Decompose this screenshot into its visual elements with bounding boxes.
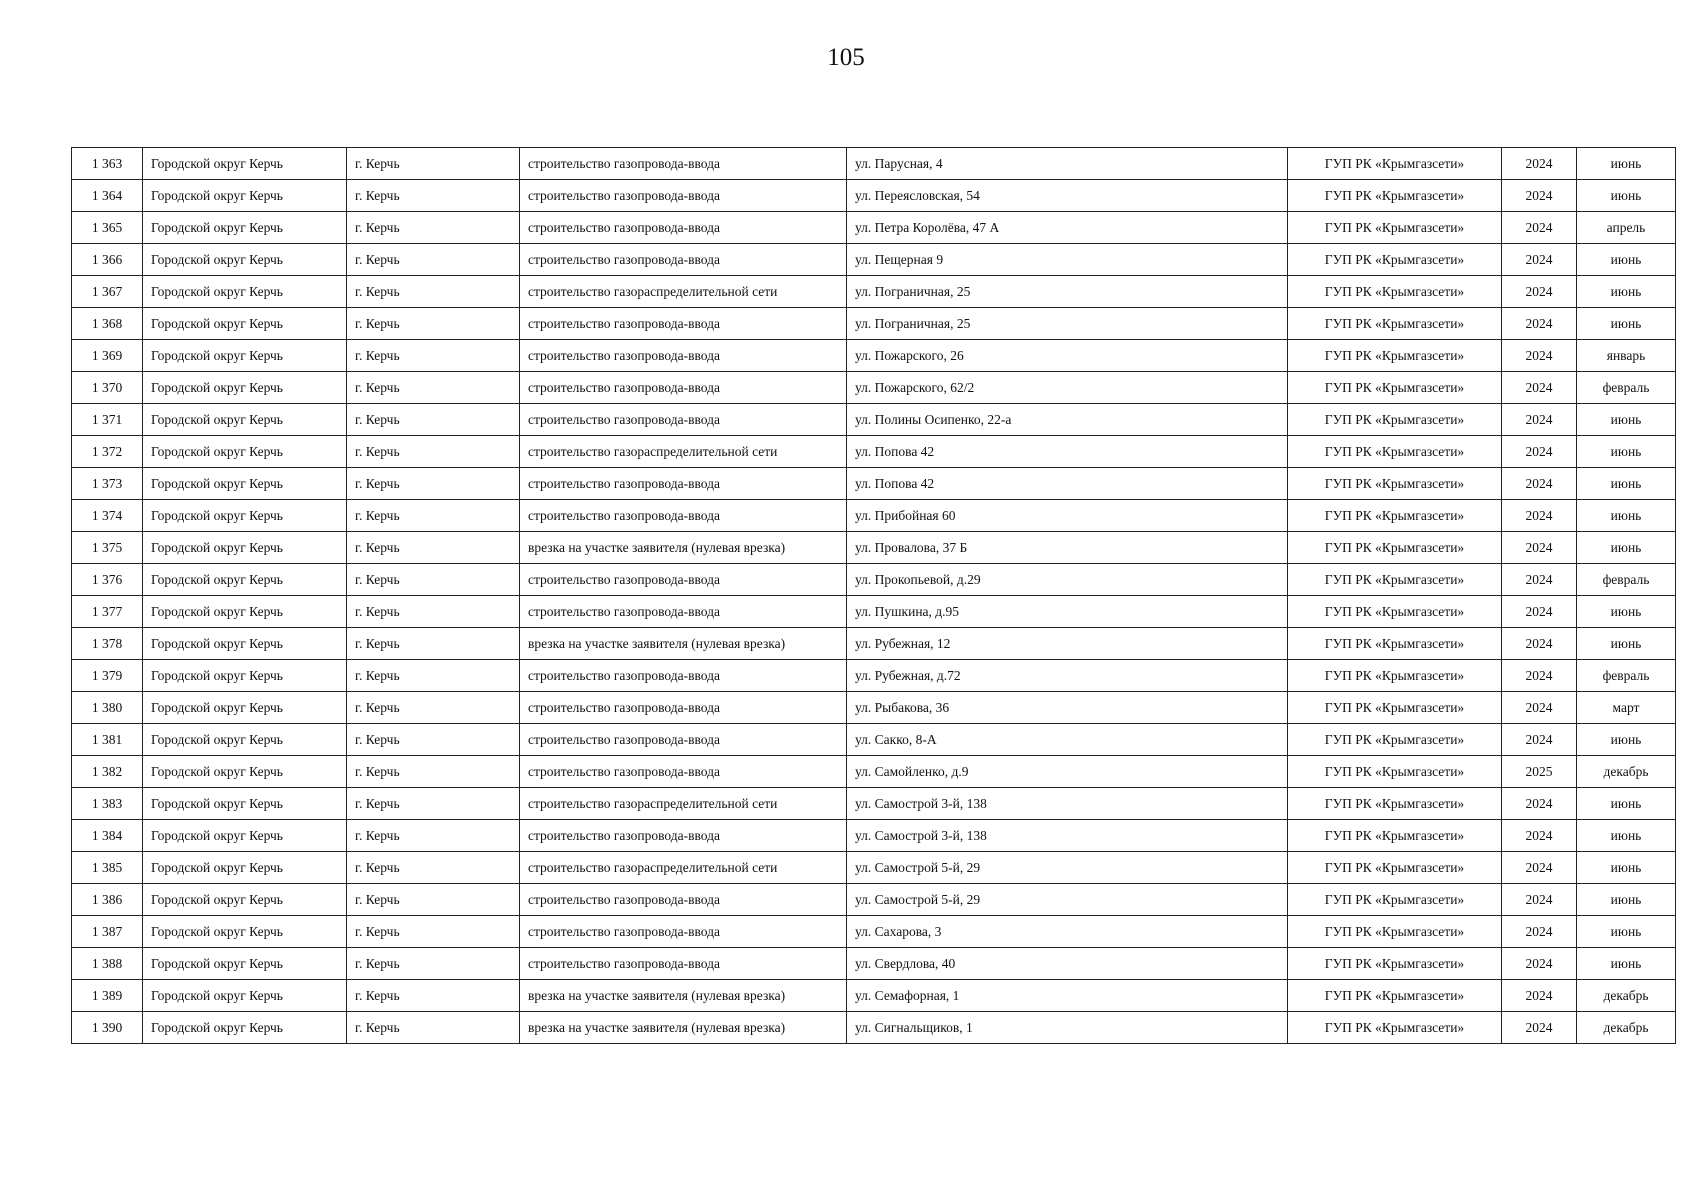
organization-cell: ГУП РК «Крымгазсети» <box>1288 1012 1502 1044</box>
district-cell: Городской округ Керчь <box>143 692 347 724</box>
address-cell: ул. Пограничная, 25 <box>847 276 1288 308</box>
work-type-cell: строительство газопровода-ввода <box>520 404 847 436</box>
table-row <box>72 724 1676 756</box>
year-cell: 2024 <box>1502 148 1577 180</box>
year-cell: 2024 <box>1502 404 1577 436</box>
work-type-cell: строительство газопровода-ввода <box>520 756 847 788</box>
organization-cell: ГУП РК «Крымгазсети» <box>1288 820 1502 852</box>
work-type-cell: строительство газопровода-ввода <box>520 308 847 340</box>
table-row <box>72 276 1676 308</box>
address-cell: ул. Переясловская, 54 <box>847 180 1288 212</box>
district-cell: Городской округ Керчь <box>143 948 347 980</box>
year-cell: 2024 <box>1502 308 1577 340</box>
organization-cell: ГУП РК «Крымгазсети» <box>1288 244 1502 276</box>
work-type-cell: строительство газопровода-ввода <box>520 244 847 276</box>
organization-cell: ГУП РК «Крымгазсети» <box>1288 308 1502 340</box>
address-cell: ул. Пожарского, 62/2 <box>847 372 1288 404</box>
work-type-cell: строительство газопровода-ввода <box>520 212 847 244</box>
year-cell: 2024 <box>1502 660 1577 692</box>
district-cell: Городской округ Керчь <box>143 1012 347 1044</box>
address-cell: ул. Прибойная 60 <box>847 500 1288 532</box>
row-number: 1 376 <box>72 564 143 596</box>
address-cell: ул. Провалова, 37 Б <box>847 532 1288 564</box>
organization-cell: ГУП РК «Крымгазсети» <box>1288 884 1502 916</box>
work-type-cell: строительство газопровода-ввода <box>520 500 847 532</box>
table-row <box>72 180 1676 212</box>
district-cell: Городской округ Керчь <box>143 340 347 372</box>
organization-cell: ГУП РК «Крымгазсети» <box>1288 564 1502 596</box>
district-cell: Городской округ Керчь <box>143 532 347 564</box>
district-cell: Городской округ Керчь <box>143 148 347 180</box>
city-cell: г. Керчь <box>347 724 520 756</box>
city-cell: г. Керчь <box>347 692 520 724</box>
address-cell: ул. Самойленко, д.9 <box>847 756 1288 788</box>
month-cell: июнь <box>1577 436 1676 468</box>
gasification-table <box>71 147 1676 1044</box>
organization-cell: ГУП РК «Крымгазсети» <box>1288 148 1502 180</box>
row-number: 1 377 <box>72 596 143 628</box>
row-number: 1 365 <box>72 212 143 244</box>
year-cell: 2024 <box>1502 596 1577 628</box>
table-row <box>72 372 1676 404</box>
address-cell: ул. Самострой 3-й, 138 <box>847 820 1288 852</box>
month-cell: февраль <box>1577 660 1676 692</box>
row-number: 1 390 <box>72 1012 143 1044</box>
row-number: 1 389 <box>72 980 143 1012</box>
row-number: 1 386 <box>72 884 143 916</box>
district-cell: Городской округ Керчь <box>143 404 347 436</box>
year-cell: 2024 <box>1502 1012 1577 1044</box>
district-cell: Городской округ Керчь <box>143 276 347 308</box>
year-cell: 2024 <box>1502 340 1577 372</box>
year-cell: 2024 <box>1502 372 1577 404</box>
district-cell: Городской округ Керчь <box>143 468 347 500</box>
district-cell: Городской округ Керчь <box>143 884 347 916</box>
organization-cell: ГУП РК «Крымгазсети» <box>1288 404 1502 436</box>
city-cell: г. Керчь <box>347 468 520 500</box>
city-cell: г. Керчь <box>347 884 520 916</box>
city-cell: г. Керчь <box>347 852 520 884</box>
address-cell: ул. Семафорная, 1 <box>847 980 1288 1012</box>
address-cell: ул. Сигнальщиков, 1 <box>847 1012 1288 1044</box>
row-number: 1 375 <box>72 532 143 564</box>
city-cell: г. Керчь <box>347 564 520 596</box>
organization-cell: ГУП РК «Крымгазсети» <box>1288 788 1502 820</box>
year-cell: 2024 <box>1502 820 1577 852</box>
city-cell: г. Керчь <box>347 820 520 852</box>
table-row <box>72 340 1676 372</box>
month-cell: июнь <box>1577 468 1676 500</box>
year-cell: 2024 <box>1502 788 1577 820</box>
row-number: 1 378 <box>72 628 143 660</box>
row-number: 1 385 <box>72 852 143 884</box>
district-cell: Городской округ Керчь <box>143 596 347 628</box>
work-type-cell: строительство газопровода-ввода <box>520 564 847 596</box>
district-cell: Городской округ Керчь <box>143 756 347 788</box>
row-number: 1 371 <box>72 404 143 436</box>
organization-cell: ГУП РК «Крымгазсети» <box>1288 180 1502 212</box>
address-cell: ул. Прокопьевой, д.29 <box>847 564 1288 596</box>
work-type-cell: врезка на участке заявителя (нулевая врезка) <box>520 532 847 564</box>
district-cell: Городской округ Керчь <box>143 724 347 756</box>
month-cell: март <box>1577 692 1676 724</box>
month-cell: февраль <box>1577 564 1676 596</box>
month-cell: июнь <box>1577 916 1676 948</box>
row-number: 1 387 <box>72 916 143 948</box>
row-number: 1 388 <box>72 948 143 980</box>
work-type-cell: строительство газораспределительной сети <box>520 852 847 884</box>
address-cell: ул. Самострой 3-й, 138 <box>847 788 1288 820</box>
table-row <box>72 820 1676 852</box>
city-cell: г. Керчь <box>347 404 520 436</box>
year-cell: 2024 <box>1502 532 1577 564</box>
month-cell: июнь <box>1577 724 1676 756</box>
work-type-cell: строительство газопровода-ввода <box>520 372 847 404</box>
work-type-cell: строительство газопровода-ввода <box>520 820 847 852</box>
city-cell: г. Керчь <box>347 660 520 692</box>
month-cell: июнь <box>1577 884 1676 916</box>
work-type-cell: строительство газопровода-ввода <box>520 660 847 692</box>
district-cell: Городской округ Керчь <box>143 564 347 596</box>
city-cell: г. Керчь <box>347 532 520 564</box>
district-cell: Городской округ Керчь <box>143 372 347 404</box>
district-cell: Городской округ Керчь <box>143 244 347 276</box>
table-row <box>72 980 1676 1012</box>
month-cell: июнь <box>1577 404 1676 436</box>
table-row <box>72 884 1676 916</box>
organization-cell: ГУП РК «Крымгазсети» <box>1288 532 1502 564</box>
row-number: 1 369 <box>72 340 143 372</box>
address-cell: ул. Свердлова, 40 <box>847 948 1288 980</box>
month-cell: апрель <box>1577 212 1676 244</box>
work-type-cell: строительство газопровода-ввода <box>520 916 847 948</box>
district-cell: Городской округ Керчь <box>143 980 347 1012</box>
row-number: 1 368 <box>72 308 143 340</box>
month-cell: июнь <box>1577 948 1676 980</box>
organization-cell: ГУП РК «Крымгазсети» <box>1288 916 1502 948</box>
row-number: 1 383 <box>72 788 143 820</box>
address-cell: ул. Сакко, 8-А <box>847 724 1288 756</box>
address-cell: ул. Рубежная, д.72 <box>847 660 1288 692</box>
address-cell: ул. Полины Осипенко, 22-а <box>847 404 1288 436</box>
month-cell: июнь <box>1577 500 1676 532</box>
month-cell: июнь <box>1577 532 1676 564</box>
year-cell: 2024 <box>1502 180 1577 212</box>
year-cell: 2024 <box>1502 916 1577 948</box>
district-cell: Городской округ Керчь <box>143 916 347 948</box>
work-type-cell: строительство газопровода-ввода <box>520 340 847 372</box>
year-cell: 2024 <box>1502 980 1577 1012</box>
organization-cell: ГУП РК «Крымгазсети» <box>1288 660 1502 692</box>
address-cell: ул. Петра Королёва, 47 А <box>847 212 1288 244</box>
city-cell: г. Керчь <box>347 628 520 660</box>
year-cell: 2024 <box>1502 212 1577 244</box>
work-type-cell: строительство газопровода-ввода <box>520 692 847 724</box>
organization-cell: ГУП РК «Крымгазсети» <box>1288 756 1502 788</box>
table-row <box>72 244 1676 276</box>
month-cell: июнь <box>1577 244 1676 276</box>
year-cell: 2024 <box>1502 564 1577 596</box>
work-type-cell: строительство газораспределительной сети <box>520 276 847 308</box>
organization-cell: ГУП РК «Крымгазсети» <box>1288 948 1502 980</box>
district-cell: Городской округ Керчь <box>143 436 347 468</box>
district-cell: Городской округ Керчь <box>143 180 347 212</box>
month-cell: июнь <box>1577 148 1676 180</box>
month-cell: декабрь <box>1577 980 1676 1012</box>
organization-cell: ГУП РК «Крымгазсети» <box>1288 468 1502 500</box>
month-cell: июнь <box>1577 596 1676 628</box>
table-body <box>72 148 1676 1044</box>
table-row <box>72 404 1676 436</box>
year-cell: 2024 <box>1502 628 1577 660</box>
work-type-cell: строительство газораспределительной сети <box>520 436 847 468</box>
table-row <box>72 436 1676 468</box>
table-row <box>72 852 1676 884</box>
month-cell: июнь <box>1577 276 1676 308</box>
year-cell: 2024 <box>1502 852 1577 884</box>
year-cell: 2024 <box>1502 500 1577 532</box>
address-cell: ул. Пожарского, 26 <box>847 340 1288 372</box>
year-cell: 2024 <box>1502 692 1577 724</box>
row-number: 1 373 <box>72 468 143 500</box>
address-cell: ул. Пограничная, 25 <box>847 308 1288 340</box>
work-type-cell: строительство газопровода-ввода <box>520 884 847 916</box>
month-cell: январь <box>1577 340 1676 372</box>
district-cell: Городской округ Керчь <box>143 308 347 340</box>
month-cell: июнь <box>1577 628 1676 660</box>
organization-cell: ГУП РК «Крымгазсети» <box>1288 980 1502 1012</box>
address-cell: ул. Пещерная 9 <box>847 244 1288 276</box>
city-cell: г. Керчь <box>347 372 520 404</box>
table-row <box>72 692 1676 724</box>
year-cell: 2024 <box>1502 948 1577 980</box>
organization-cell: ГУП РК «Крымгазсети» <box>1288 212 1502 244</box>
month-cell: февраль <box>1577 372 1676 404</box>
year-cell: 2024 <box>1502 244 1577 276</box>
table-row <box>72 660 1676 692</box>
month-cell: июнь <box>1577 180 1676 212</box>
address-cell: ул. Рыбакова, 36 <box>847 692 1288 724</box>
address-cell: ул. Сахарова, 3 <box>847 916 1288 948</box>
organization-cell: ГУП РК «Крымгазсети» <box>1288 852 1502 884</box>
row-number: 1 379 <box>72 660 143 692</box>
organization-cell: ГУП РК «Крымгазсети» <box>1288 340 1502 372</box>
work-type-cell: врезка на участке заявителя (нулевая врезка) <box>520 1012 847 1044</box>
table-row <box>72 308 1676 340</box>
row-number: 1 363 <box>72 148 143 180</box>
address-cell: ул. Самострой 5-й, 29 <box>847 852 1288 884</box>
city-cell: г. Керчь <box>347 340 520 372</box>
table-row <box>72 596 1676 628</box>
table-row <box>72 468 1676 500</box>
organization-cell: ГУП РК «Крымгазсети» <box>1288 596 1502 628</box>
table-row <box>72 756 1676 788</box>
month-cell: июнь <box>1577 788 1676 820</box>
month-cell: декабрь <box>1577 1012 1676 1044</box>
city-cell: г. Керчь <box>347 180 520 212</box>
city-cell: г. Керчь <box>347 500 520 532</box>
city-cell: г. Керчь <box>347 1012 520 1044</box>
address-cell: ул. Парусная, 4 <box>847 148 1288 180</box>
month-cell: июнь <box>1577 308 1676 340</box>
city-cell: г. Керчь <box>347 148 520 180</box>
year-cell: 2024 <box>1502 436 1577 468</box>
row-number: 1 364 <box>72 180 143 212</box>
district-cell: Городской округ Керчь <box>143 500 347 532</box>
city-cell: г. Керчь <box>347 916 520 948</box>
city-cell: г. Керчь <box>347 308 520 340</box>
organization-cell: ГУП РК «Крымгазсети» <box>1288 436 1502 468</box>
city-cell: г. Керчь <box>347 276 520 308</box>
row-number: 1 372 <box>72 436 143 468</box>
organization-cell: ГУП РК «Крымгазсети» <box>1288 628 1502 660</box>
table-row <box>72 212 1676 244</box>
work-type-cell: строительство газопровода-ввода <box>520 724 847 756</box>
address-cell: ул. Пушкина, д.95 <box>847 596 1288 628</box>
table-row <box>72 148 1676 180</box>
organization-cell: ГУП РК «Крымгазсети» <box>1288 724 1502 756</box>
city-cell: г. Керчь <box>347 756 520 788</box>
organization-cell: ГУП РК «Крымгазсети» <box>1288 276 1502 308</box>
address-cell: ул. Самострой 5-й, 29 <box>847 884 1288 916</box>
month-cell: июнь <box>1577 852 1676 884</box>
district-cell: Городской округ Керчь <box>143 788 347 820</box>
organization-cell: ГУП РК «Крымгазсети» <box>1288 692 1502 724</box>
table-row <box>72 628 1676 660</box>
work-type-cell: строительство газопровода-ввода <box>520 948 847 980</box>
table-row <box>72 1012 1676 1044</box>
month-cell: декабрь <box>1577 756 1676 788</box>
city-cell: г. Керчь <box>347 980 520 1012</box>
city-cell: г. Керчь <box>347 212 520 244</box>
work-type-cell: строительство газопровода-ввода <box>520 596 847 628</box>
row-number: 1 382 <box>72 756 143 788</box>
row-number: 1 380 <box>72 692 143 724</box>
city-cell: г. Керчь <box>347 244 520 276</box>
year-cell: 2025 <box>1502 756 1577 788</box>
organization-cell: ГУП РК «Крымгазсети» <box>1288 500 1502 532</box>
city-cell: г. Керчь <box>347 596 520 628</box>
year-cell: 2024 <box>1502 884 1577 916</box>
table-row <box>72 948 1676 980</box>
city-cell: г. Керчь <box>347 788 520 820</box>
work-type-cell: строительство газораспределительной сети <box>520 788 847 820</box>
work-type-cell: строительство газопровода-ввода <box>520 180 847 212</box>
work-type-cell: врезка на участке заявителя (нулевая врезка) <box>520 980 847 1012</box>
district-cell: Городской округ Керчь <box>143 628 347 660</box>
row-number: 1 366 <box>72 244 143 276</box>
month-cell: июнь <box>1577 820 1676 852</box>
table-row <box>72 500 1676 532</box>
city-cell: г. Керчь <box>347 436 520 468</box>
organization-cell: ГУП РК «Крымгазсети» <box>1288 372 1502 404</box>
year-cell: 2024 <box>1502 276 1577 308</box>
row-number: 1 374 <box>72 500 143 532</box>
district-cell: Городской округ Керчь <box>143 820 347 852</box>
district-cell: Городской округ Керчь <box>143 212 347 244</box>
table-row <box>72 916 1676 948</box>
district-cell: Городской округ Керчь <box>143 852 347 884</box>
row-number: 1 384 <box>72 820 143 852</box>
work-type-cell: строительство газопровода-ввода <box>520 148 847 180</box>
address-cell: ул. Попова 42 <box>847 468 1288 500</box>
work-type-cell: врезка на участке заявителя (нулевая врезка) <box>520 628 847 660</box>
city-cell: г. Керчь <box>347 948 520 980</box>
gasification-table-wrap <box>71 147 1675 1044</box>
row-number: 1 367 <box>72 276 143 308</box>
address-cell: ул. Рубежная, 12 <box>847 628 1288 660</box>
year-cell: 2024 <box>1502 468 1577 500</box>
page-number: 105 <box>827 44 865 71</box>
address-cell: ул. Попова 42 <box>847 436 1288 468</box>
table-row <box>72 564 1676 596</box>
row-number: 1 381 <box>72 724 143 756</box>
work-type-cell: строительство газопровода-ввода <box>520 468 847 500</box>
table-row <box>72 788 1676 820</box>
table-row <box>72 532 1676 564</box>
row-number: 1 370 <box>72 372 143 404</box>
district-cell: Городской округ Керчь <box>143 660 347 692</box>
year-cell: 2024 <box>1502 724 1577 756</box>
